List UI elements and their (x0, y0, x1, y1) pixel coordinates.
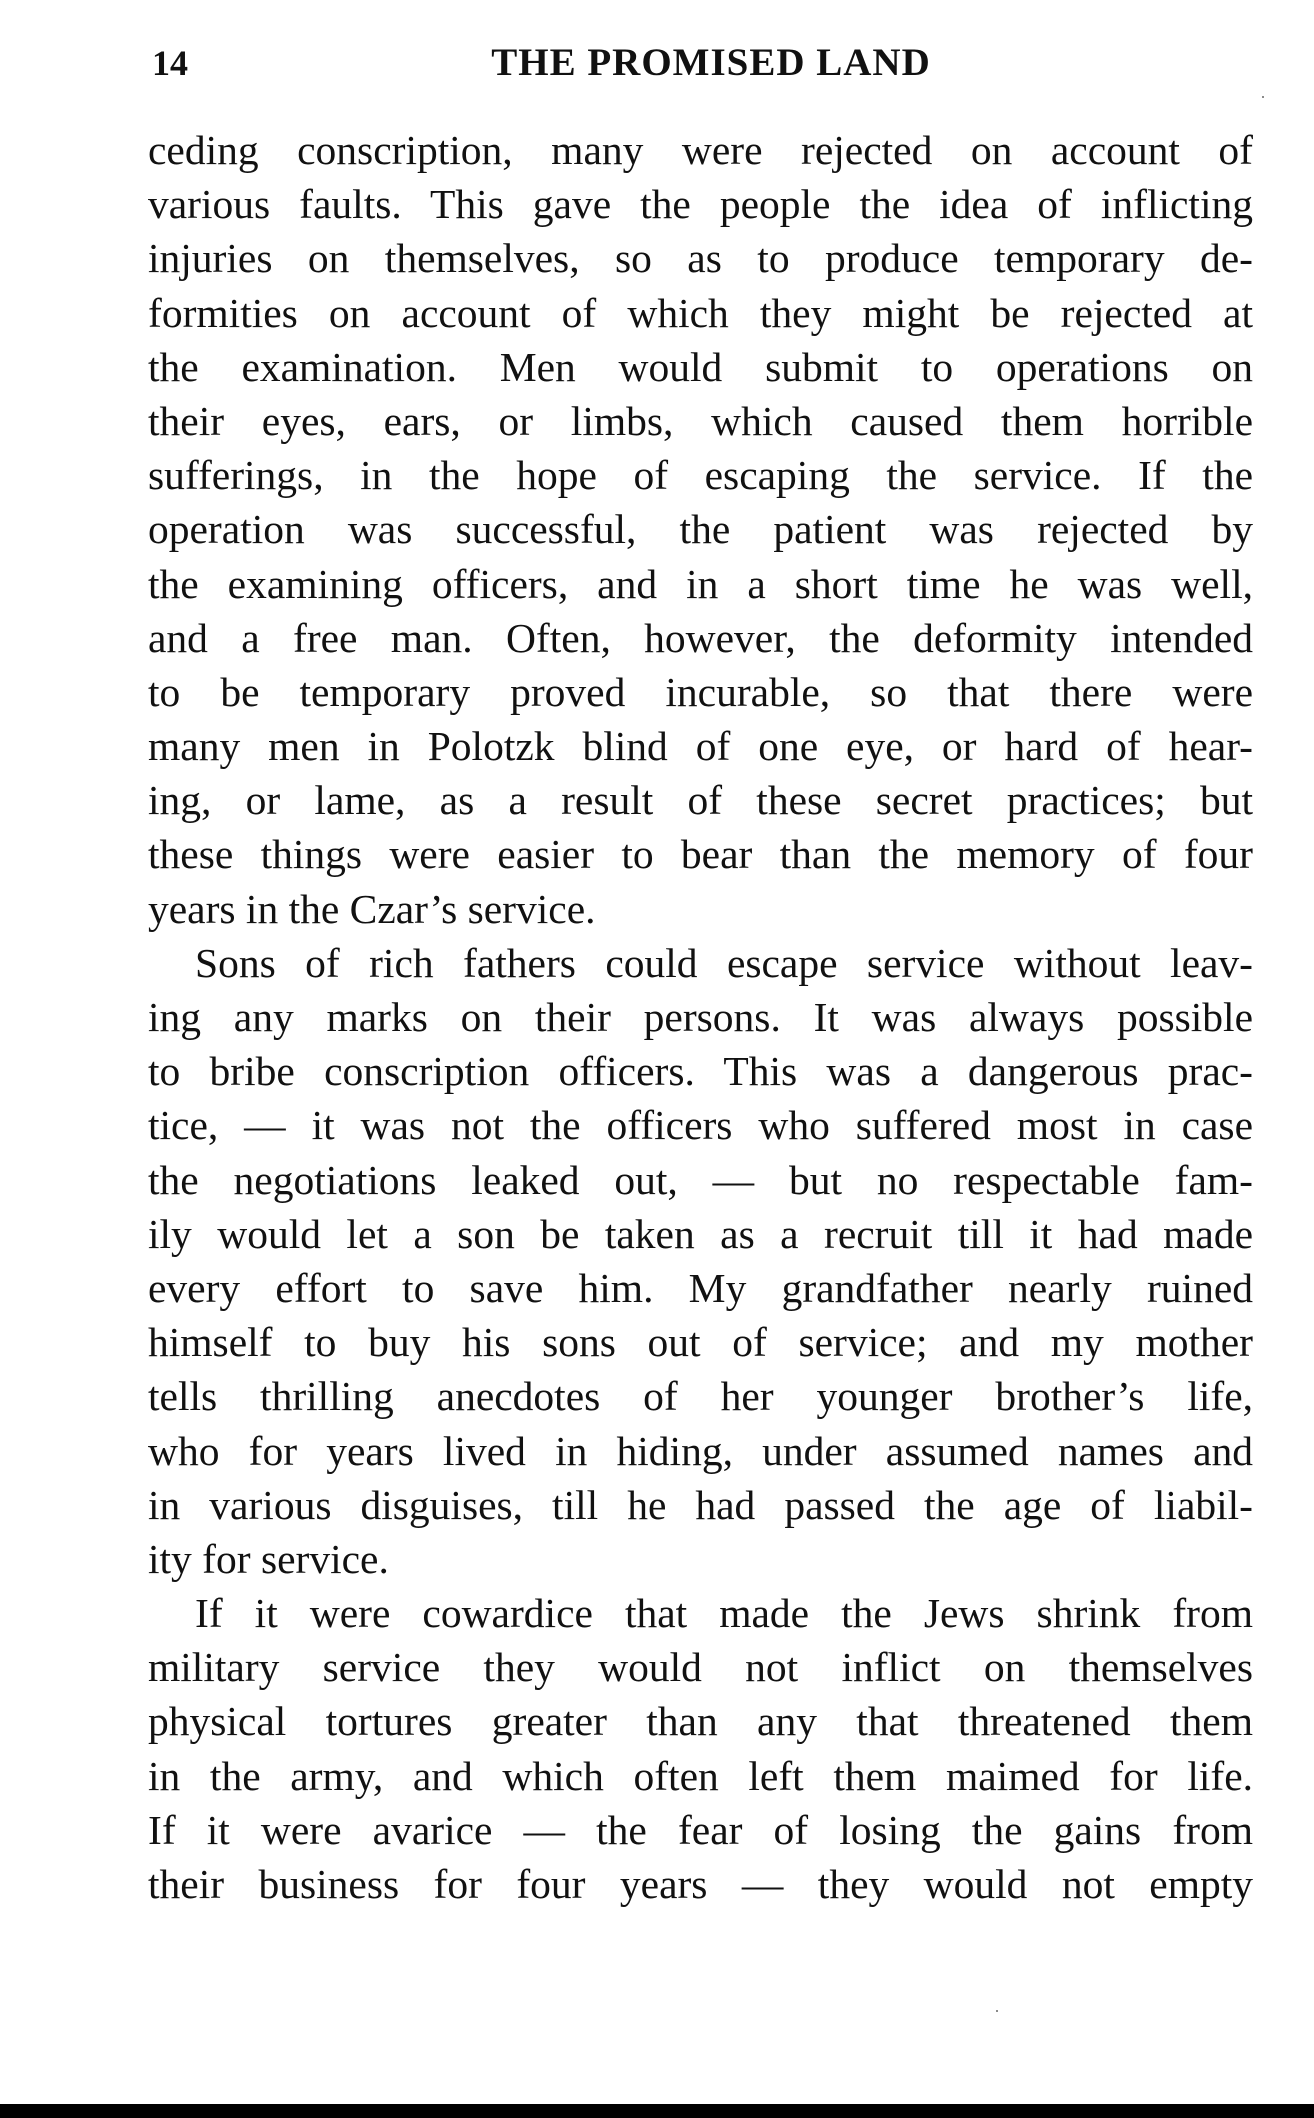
text-line: and a free man. Often, however, the deformity intended (148, 614, 1253, 661)
text-line: ing any marks on their persons. It was always possible (148, 994, 1253, 1040)
page-number: 14 (152, 43, 188, 83)
text-line: their eyes, ears, or limbs, which caused them horrible (148, 397, 1253, 444)
paragraph (148, 936, 1253, 1586)
text-line: years in the Czar’s service. (148, 885, 596, 932)
text-line: Sons of rich fathers could escape service without leav- (195, 939, 1253, 986)
scan-speck (1262, 96, 1264, 98)
text-line: sufferings, in the hope of escaping the service. If the (148, 452, 1253, 499)
text-line: operation was successful, the patient was rejected by (148, 506, 1253, 553)
text-line: military service they would not inflict on themselves (148, 1644, 1253, 1691)
text-line: physical tortures greater than any that threatened them (148, 1698, 1253, 1745)
text-line: tells thrilling anecdotes of her younger brother’s life, (148, 1373, 1253, 1420)
page-header (152, 36, 1250, 90)
text-line: tice, — it was not the officers who suffered most in case (148, 1102, 1253, 1149)
body-text (148, 123, 1253, 1911)
scan-speck (996, 2010, 998, 2012)
scan-edge-bar (0, 2104, 1314, 2118)
text-line: many men in Polotzk blind of one eye, or hard of hear- (148, 723, 1253, 770)
text-line: to bribe conscription officers. This was a dangerous prac- (148, 1048, 1253, 1095)
text-line: these things were easier to bear than the memory of four (148, 831, 1253, 878)
running-head: THE PROMISED LAND (491, 41, 931, 84)
text-line: ing, or lame, as a result of these secret practices; but (148, 777, 1253, 824)
paragraph (148, 1586, 1253, 1911)
text-line: their business for four years — they would not empty (148, 1861, 1253, 1907)
text-line: himself to buy his sons out of service; and my mother (148, 1319, 1253, 1366)
text-line: If it were cowardice that made the Jews shrink from (195, 1590, 1253, 1637)
text-line: the negotiations leaked out, — but no respectable fam- (148, 1156, 1253, 1203)
text-line: the examination. Men would submit to operations on (148, 343, 1253, 390)
text-line: If it were avarice — the fear of losing the gains from (148, 1806, 1253, 1853)
text-line: ily would let a son be taken as a recruit till it had made (148, 1210, 1253, 1257)
text-line: in various disguises, till he had passed the age of liabil- (148, 1481, 1253, 1528)
text-line: the examining officers, and in a short time he was well, (148, 560, 1253, 607)
text-line: ity for service. (148, 1535, 389, 1582)
text-line: formities on account of which they might be rejected at (148, 289, 1253, 336)
text-line: to be temporary proved incurable, so that there were (148, 668, 1253, 715)
text-line: ceding conscription, many were rejected on account of (148, 127, 1253, 173)
text-line: who for years lived in hiding, under assumed names and (148, 1427, 1253, 1474)
paragraph (148, 123, 1253, 936)
text-line: every effort to save him. My grandfather nearly ruined (148, 1264, 1253, 1311)
text-line: various faults. This gave the people the idea of inflicting (148, 181, 1253, 228)
text-line: injuries on themselves, so as to produce temporary de- (148, 235, 1253, 282)
text-line: in the army, and which often left them maimed for life. (148, 1752, 1253, 1799)
